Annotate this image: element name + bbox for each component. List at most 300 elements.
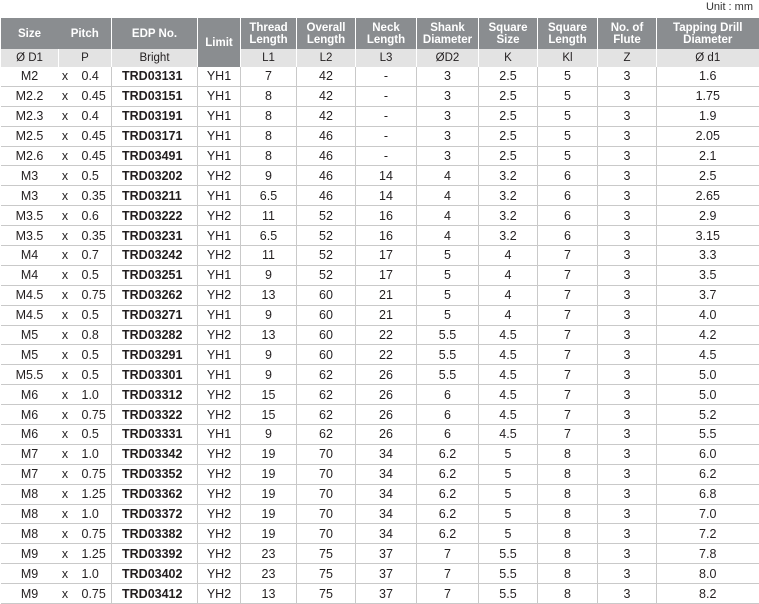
thread-length-cell: 15 [241, 385, 297, 405]
overall-length-cell: 70 [297, 484, 356, 504]
table-row [1, 444, 759, 464]
neck-length-cell: 26 [356, 425, 417, 445]
shank-diameter-cell: 3 [417, 67, 479, 86]
by-sign-cell: x [59, 305, 72, 325]
shank-diameter-cell: 6 [417, 425, 479, 445]
by-sign-cell: x [59, 365, 72, 385]
overall-length-cell: 60 [297, 285, 356, 305]
neck-length-cell: - [356, 146, 417, 166]
overall-length-cell: 60 [297, 305, 356, 325]
pitch-cell: 0.5 [72, 166, 112, 186]
size-cell: M4 [1, 265, 59, 285]
shank-diameter-cell: 6 [417, 405, 479, 425]
size-cell: M7 [1, 464, 59, 484]
tapping-drill-cell: 5.2 [657, 405, 759, 425]
flutes-cell: 3 [598, 67, 657, 86]
overall-length-cell: 52 [297, 226, 356, 246]
header-shank-diameter: Shank Diameter [417, 18, 479, 49]
overall-length-cell: 75 [297, 544, 356, 564]
neck-length-cell: 34 [356, 524, 417, 544]
flutes-cell: 3 [598, 444, 657, 464]
limit-cell: YH1 [198, 106, 241, 126]
table-row [1, 186, 759, 206]
size-cell: M3 [1, 166, 59, 186]
edp-cell: TRD03282 [112, 325, 198, 345]
pitch-cell: 0.6 [72, 206, 112, 226]
overall-length-cell: 62 [297, 385, 356, 405]
table-row [1, 226, 759, 246]
tapping-drill-cell: 2.65 [657, 186, 759, 206]
neck-length-cell: 14 [356, 186, 417, 206]
limit-cell: YH2 [198, 544, 241, 564]
table-row [1, 484, 759, 504]
flutes-cell: 3 [598, 385, 657, 405]
unit-label: Unit : mm [705, 1, 753, 13]
size-cell: M4.5 [1, 285, 59, 305]
pitch-cell: 0.5 [72, 345, 112, 365]
size-cell: M2.5 [1, 126, 59, 146]
subheader-tapping-drill: Ø d1 [657, 49, 759, 67]
thread-length-cell: 13 [241, 325, 297, 345]
shank-diameter-cell: 7 [417, 564, 479, 584]
pitch-cell: 0.45 [72, 146, 112, 166]
thread-length-cell: 9 [241, 345, 297, 365]
limit-cell: YH2 [198, 385, 241, 405]
table-row [1, 564, 759, 584]
size-cell: M3 [1, 186, 59, 206]
limit-cell: YH1 [198, 146, 241, 166]
square-length-cell: 7 [538, 285, 598, 305]
shank-diameter-cell: 6.2 [417, 464, 479, 484]
pitch-cell: 0.7 [72, 246, 112, 266]
table-body [1, 67, 759, 604]
by-sign-cell: x [59, 385, 72, 405]
by-sign-cell: x [59, 285, 72, 305]
shank-diameter-cell: 5 [417, 265, 479, 285]
edp-cell: TRD03251 [112, 265, 198, 285]
edp-cell: TRD03242 [112, 246, 198, 266]
square-size-cell: 5 [479, 444, 538, 464]
limit-cell: YH1 [198, 126, 241, 146]
square-size-cell: 2.5 [479, 67, 538, 86]
square-length-cell: 6 [538, 226, 598, 246]
tapping-drill-cell: 3.3 [657, 246, 759, 266]
limit-cell: YH2 [198, 584, 241, 604]
pitch-cell: 0.75 [72, 464, 112, 484]
flutes-cell: 3 [598, 166, 657, 186]
by-sign-cell: x [59, 186, 72, 206]
square-length-cell: 8 [538, 524, 598, 544]
by-sign-cell: x [59, 166, 72, 186]
thread-length-cell: 8 [241, 146, 297, 166]
size-cell: M4.5 [1, 305, 59, 325]
shank-diameter-cell: 3 [417, 146, 479, 166]
square-length-cell: 6 [538, 186, 598, 206]
table-row [1, 405, 759, 425]
thread-length-cell: 9 [241, 166, 297, 186]
size-cell: M9 [1, 584, 59, 604]
limit-cell: YH2 [198, 285, 241, 305]
table-row [1, 365, 759, 385]
size-cell: M7 [1, 444, 59, 464]
overall-length-cell: 62 [297, 365, 356, 385]
by-sign-cell: x [59, 265, 72, 285]
edp-cell: TRD03211 [112, 186, 198, 206]
thread-length-cell: 11 [241, 246, 297, 266]
table-row [1, 504, 759, 524]
header-square-length: Square Length [538, 18, 598, 49]
edp-cell: TRD03262 [112, 285, 198, 305]
thread-length-cell: 19 [241, 444, 297, 464]
edp-cell: TRD03322 [112, 405, 198, 425]
size-cell: M2.2 [1, 86, 59, 106]
flutes-cell: 3 [598, 564, 657, 584]
square-length-cell: 6 [538, 206, 598, 226]
overall-length-cell: 46 [297, 146, 356, 166]
limit-cell: YH2 [198, 524, 241, 544]
size-cell: M9 [1, 544, 59, 564]
by-sign-cell: x [59, 564, 72, 584]
square-size-cell: 2.5 [479, 126, 538, 146]
pitch-cell: 1.0 [72, 504, 112, 524]
tapping-drill-cell: 6.2 [657, 464, 759, 484]
neck-length-cell: 17 [356, 246, 417, 266]
table-row [1, 86, 759, 106]
tapping-drill-cell: 1.75 [657, 86, 759, 106]
thread-length-cell: 7 [241, 67, 297, 86]
neck-length-cell: 22 [356, 325, 417, 345]
flutes-cell: 3 [598, 246, 657, 266]
thread-length-cell: 13 [241, 285, 297, 305]
shank-diameter-cell: 6.2 [417, 504, 479, 524]
tapping-drill-cell: 6.0 [657, 444, 759, 464]
shank-diameter-cell: 4 [417, 186, 479, 206]
header-limit: Limit [198, 18, 241, 67]
edp-cell: TRD03402 [112, 564, 198, 584]
overall-length-cell: 75 [297, 564, 356, 584]
table-row [1, 265, 759, 285]
pitch-cell: 0.45 [72, 126, 112, 146]
square-size-cell: 3.2 [479, 226, 538, 246]
thread-length-cell: 19 [241, 504, 297, 524]
table-row [1, 67, 759, 86]
by-sign-cell: x [59, 544, 72, 564]
edp-cell: TRD03412 [112, 584, 198, 604]
thread-length-cell: 9 [241, 265, 297, 285]
flutes-cell: 3 [598, 146, 657, 166]
neck-length-cell: 37 [356, 584, 417, 604]
overall-length-cell: 52 [297, 246, 356, 266]
flutes-cell: 3 [598, 265, 657, 285]
square-size-cell: 3.2 [479, 166, 538, 186]
header-thread-length: Thread Length [241, 18, 297, 49]
table-row [1, 345, 759, 365]
pitch-cell: 1.0 [72, 444, 112, 464]
square-length-cell: 7 [538, 345, 598, 365]
pitch-cell: 1.25 [72, 484, 112, 504]
subheader-thread-length: L1 [241, 49, 297, 67]
by-sign-cell: x [59, 464, 72, 484]
tapping-drill-cell: 6.8 [657, 484, 759, 504]
flutes-cell: 3 [598, 464, 657, 484]
square-length-cell: 7 [538, 246, 598, 266]
limit-cell: YH2 [198, 206, 241, 226]
limit-cell: YH2 [198, 484, 241, 504]
edp-cell: TRD03171 [112, 126, 198, 146]
pitch-cell: 0.75 [72, 524, 112, 544]
thread-length-cell: 19 [241, 464, 297, 484]
subheader-shank-diameter: ØD2 [417, 49, 479, 67]
neck-length-cell: 21 [356, 305, 417, 325]
shank-diameter-cell: 6 [417, 385, 479, 405]
square-size-cell: 5.5 [479, 544, 538, 564]
flutes-cell: 3 [598, 305, 657, 325]
square-length-cell: 7 [538, 385, 598, 405]
shank-diameter-cell: 3 [417, 126, 479, 146]
tapping-drill-cell: 2.5 [657, 166, 759, 186]
by-sign-cell: x [59, 504, 72, 524]
by-sign-cell: x [59, 246, 72, 266]
thread-length-cell: 11 [241, 206, 297, 226]
flutes-cell: 3 [598, 86, 657, 106]
size-cell: M5 [1, 325, 59, 345]
size-cell: M8 [1, 484, 59, 504]
header-pitch: Pitch [59, 18, 112, 49]
tapping-drill-cell: 5.0 [657, 385, 759, 405]
by-sign-cell: x [59, 325, 72, 345]
size-cell: M8 [1, 524, 59, 544]
neck-length-cell: 26 [356, 385, 417, 405]
pitch-cell: 0.8 [72, 325, 112, 345]
limit-cell: YH1 [198, 265, 241, 285]
square-size-cell: 3.2 [479, 186, 538, 206]
square-size-cell: 5.5 [479, 584, 538, 604]
by-sign-cell: x [59, 226, 72, 246]
by-sign-cell: x [59, 484, 72, 504]
size-cell: M6 [1, 385, 59, 405]
limit-cell: YH2 [198, 246, 241, 266]
shank-diameter-cell: 6.2 [417, 484, 479, 504]
neck-length-cell: 34 [356, 504, 417, 524]
thread-length-cell: 6.5 [241, 226, 297, 246]
limit-cell: YH2 [198, 325, 241, 345]
neck-length-cell: - [356, 86, 417, 106]
edp-cell: TRD03392 [112, 544, 198, 564]
table-row [1, 285, 759, 305]
edp-cell: TRD03271 [112, 305, 198, 325]
tapping-drill-cell: 5.5 [657, 425, 759, 445]
square-size-cell: 5 [479, 524, 538, 544]
limit-cell: YH2 [198, 564, 241, 584]
table-row [1, 106, 759, 126]
limit-cell: YH1 [198, 365, 241, 385]
flutes-cell: 3 [598, 126, 657, 146]
shank-diameter-cell: 5 [417, 285, 479, 305]
tapping-drill-cell: 4.2 [657, 325, 759, 345]
square-size-cell: 3.2 [479, 206, 538, 226]
square-length-cell: 5 [538, 126, 598, 146]
edp-cell: TRD03382 [112, 524, 198, 544]
overall-length-cell: 52 [297, 265, 356, 285]
square-size-cell: 4.5 [479, 325, 538, 345]
table-row [1, 305, 759, 325]
square-size-cell: 4.5 [479, 425, 538, 445]
edp-cell: TRD03342 [112, 444, 198, 464]
limit-cell: YH1 [198, 86, 241, 106]
edp-cell: TRD03362 [112, 484, 198, 504]
pitch-cell: 0.5 [72, 425, 112, 445]
table-row [1, 126, 759, 146]
edp-cell: TRD03372 [112, 504, 198, 524]
tapping-drill-cell: 8.0 [657, 564, 759, 584]
square-length-cell: 5 [538, 86, 598, 106]
thread-length-cell: 8 [241, 126, 297, 146]
tapping-drill-cell: 3.7 [657, 285, 759, 305]
size-cell: M2 [1, 67, 59, 86]
thread-length-cell: 9 [241, 305, 297, 325]
flutes-cell: 3 [598, 325, 657, 345]
shank-diameter-cell: 7 [417, 544, 479, 564]
table-row [1, 385, 759, 405]
table-row [1, 524, 759, 544]
shank-diameter-cell: 5 [417, 305, 479, 325]
subheader-neck-length: L3 [356, 49, 417, 67]
square-length-cell: 8 [538, 504, 598, 524]
tapping-drill-cell: 3.15 [657, 226, 759, 246]
overall-length-cell: 70 [297, 444, 356, 464]
size-cell: M2.6 [1, 146, 59, 166]
limit-cell: YH2 [198, 166, 241, 186]
edp-cell: TRD03301 [112, 365, 198, 385]
tapping-drill-cell: 2.05 [657, 126, 759, 146]
overall-length-cell: 60 [297, 325, 356, 345]
thread-length-cell: 15 [241, 405, 297, 425]
tapping-drill-cell: 7.2 [657, 524, 759, 544]
square-length-cell: 8 [538, 564, 598, 584]
thread-length-cell: 23 [241, 544, 297, 564]
pitch-cell: 0.75 [72, 584, 112, 604]
square-length-cell: 7 [538, 325, 598, 345]
shank-diameter-cell: 6.2 [417, 524, 479, 544]
subheader-flutes: Z [598, 49, 657, 67]
size-cell: M3.5 [1, 226, 59, 246]
pitch-cell: 0.35 [72, 186, 112, 206]
pitch-cell: 0.5 [72, 305, 112, 325]
size-cell: M4 [1, 246, 59, 266]
size-cell: M8 [1, 504, 59, 524]
pitch-cell: 0.35 [72, 226, 112, 246]
by-sign-cell: x [59, 86, 72, 106]
overall-length-cell: 46 [297, 126, 356, 146]
square-length-cell: 7 [538, 365, 598, 385]
limit-cell: YH2 [198, 444, 241, 464]
thread-length-cell: 9 [241, 425, 297, 445]
neck-length-cell: 21 [356, 285, 417, 305]
flutes-cell: 3 [598, 206, 657, 226]
square-length-cell: 8 [538, 444, 598, 464]
shank-diameter-cell: 7 [417, 584, 479, 604]
tapping-drill-cell: 3.5 [657, 265, 759, 285]
square-size-cell: 2.5 [479, 146, 538, 166]
edp-cell: TRD03491 [112, 146, 198, 166]
shank-diameter-cell: 3 [417, 86, 479, 106]
pitch-cell: 0.4 [72, 67, 112, 86]
overall-length-cell: 62 [297, 425, 356, 445]
neck-length-cell: 16 [356, 226, 417, 246]
square-size-cell: 4.5 [479, 345, 538, 365]
edp-cell: TRD03231 [112, 226, 198, 246]
tapping-drill-cell: 7.0 [657, 504, 759, 524]
neck-length-cell: 34 [356, 444, 417, 464]
by-sign-cell: x [59, 206, 72, 226]
edp-cell: TRD03131 [112, 67, 198, 86]
pitch-cell: 1.25 [72, 544, 112, 564]
shank-diameter-cell: 5.5 [417, 345, 479, 365]
flutes-cell: 3 [598, 345, 657, 365]
flutes-cell: 3 [598, 584, 657, 604]
square-length-cell: 5 [538, 67, 598, 86]
header-square-size: Square Size [479, 18, 538, 49]
edp-cell: TRD03312 [112, 385, 198, 405]
header-neck-length: Neck Length [356, 18, 417, 49]
limit-cell: YH2 [198, 464, 241, 484]
by-sign-cell: x [59, 444, 72, 464]
subheader-square-size: K [479, 49, 538, 67]
overall-length-cell: 46 [297, 186, 356, 206]
limit-cell: YH2 [198, 504, 241, 524]
by-sign-cell: x [59, 584, 72, 604]
pitch-cell: 0.5 [72, 265, 112, 285]
by-sign-cell: x [59, 146, 72, 166]
edp-cell: TRD03222 [112, 206, 198, 226]
shank-diameter-cell: 4 [417, 226, 479, 246]
limit-cell: YH1 [198, 67, 241, 86]
thread-length-cell: 8 [241, 86, 297, 106]
thread-length-cell: 19 [241, 524, 297, 544]
pitch-cell: 0.75 [72, 285, 112, 305]
square-size-cell: 4.5 [479, 405, 538, 425]
size-cell: M9 [1, 564, 59, 584]
by-sign-cell: x [59, 425, 72, 445]
edp-cell: TRD03191 [112, 106, 198, 126]
edp-cell: TRD03331 [112, 425, 198, 445]
subheader-row [1, 49, 759, 67]
table-row [1, 544, 759, 564]
size-cell: M2.3 [1, 106, 59, 126]
overall-length-cell: 52 [297, 206, 356, 226]
edp-cell: TRD03352 [112, 464, 198, 484]
limit-cell: YH1 [198, 226, 241, 246]
tapping-drill-cell: 5.0 [657, 365, 759, 385]
square-size-cell: 4.5 [479, 385, 538, 405]
flutes-cell: 3 [598, 425, 657, 445]
flutes-cell: 3 [598, 524, 657, 544]
table-row [1, 166, 759, 186]
square-size-cell: 4 [479, 285, 538, 305]
by-sign-cell: x [59, 126, 72, 146]
square-size-cell: 2.5 [479, 86, 538, 106]
shank-diameter-cell: 6.2 [417, 444, 479, 464]
shank-diameter-cell: 4 [417, 206, 479, 226]
pitch-cell: 0.5 [72, 365, 112, 385]
size-cell: M6 [1, 405, 59, 425]
header-edp: EDP No. [112, 18, 198, 49]
flutes-cell: 3 [598, 365, 657, 385]
square-length-cell: 7 [538, 305, 598, 325]
edp-cell: TRD03151 [112, 86, 198, 106]
table-row [1, 246, 759, 266]
tap-spec-table [0, 18, 759, 604]
